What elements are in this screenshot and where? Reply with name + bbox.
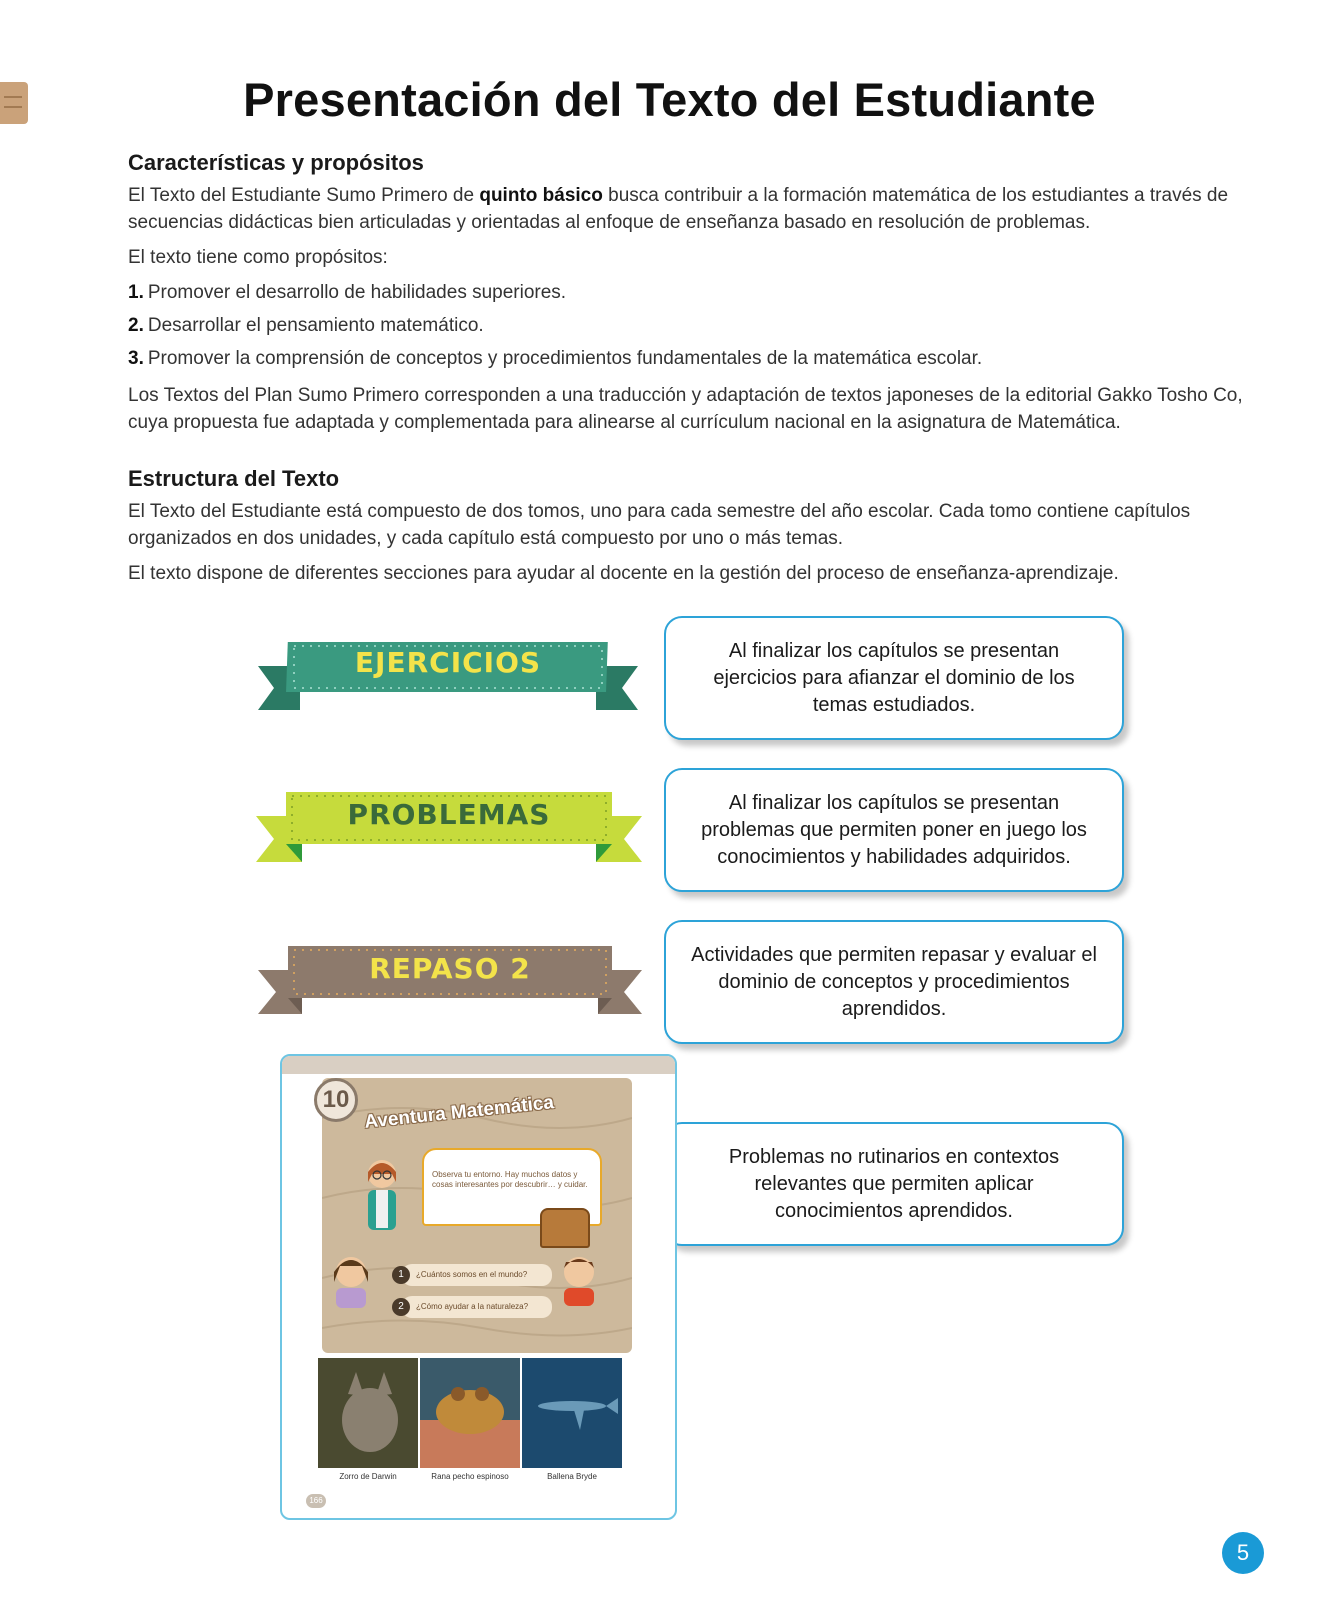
frog-silhouette [420,1358,520,1468]
teacher-illustration [358,1156,406,1246]
banner-problemas [256,788,642,868]
section-estructura [128,466,1258,595]
list-item: 1. Promover el desarrollo de habilidades superiores. [128,282,567,303]
photo-caption: Zorro de Darwin [339,1472,397,1481]
question-text: ¿Cuántos somos en el mundo? [416,1270,528,1279]
question-number: 2 [392,1298,410,1316]
girl-illustration [326,1252,376,1308]
banner-repaso [258,940,642,1020]
whale-silhouette [522,1358,622,1468]
page-number-badge: 5 [1222,1532,1264,1574]
question-number: 1 [392,1266,410,1284]
question-1 [398,1264,552,1286]
section-heading: Características y propósitos [128,150,424,175]
origin-paragraph: Los Textos del Plan Sumo Primero corresponden a una traducción y adaptación de textos japoneses de la editorial Gakko Tosho Co, cuya propuesta fue adaptada y complementada para alinearse al currículum nacional en la asignatura de Matemática. [128,385,1243,433]
purposes-intro: El texto tiene como propósitos: [128,247,388,268]
callout-ejercicios: Al finalizar los capítulos se presentan ejercicios para afianzar el dominio de los temas estudiados. [664,616,1124,740]
page-title: Presentación del Texto del Estudiante [243,73,1096,126]
photo-caption: Ballena Bryde [547,1472,597,1481]
section-caracteristicas [128,150,1258,444]
fox-silhouette [318,1358,418,1468]
sections-paragraph: El texto dispone de diferentes secciones para ayudar al docente en la gestión del proceso de enseñanza-aprendizaje. [128,563,1119,584]
preview-topbar [282,1056,675,1074]
callout-repaso: Actividades que permiten repasar y evaluar el dominio de conceptos y procedimientos aprendidos. [664,920,1124,1044]
aventura-page-preview [280,1054,677,1520]
question-text: ¿Cómo ayudar a la naturaleza? [416,1302,529,1311]
photo-caption: Rana pecho espinoso [431,1472,509,1481]
intro-paragraph: El Texto del Estudiante Sumo Primero de quinto básico busca contribuir a la formación matemática de los estudiantes a través de secuencias didácticas bien articuladas y orientadas al enfoque de enseñanza basado en resolución de problemas. [128,185,1229,233]
list-item: 2. Desarrollar el pensamiento matemático. [128,315,484,336]
preview-title: Aventura Matemática [363,1092,555,1133]
callout-problemas: Al finalizar los capítulos se presentan problemas que permiten poner en juego los conocimientos y habilidades adquiridos. [664,768,1124,892]
question-2 [398,1296,552,1318]
list-item: 3. Promover la comprensión de conceptos y procedimientos fundamentales de la matemática escolar. [128,348,983,369]
treasure-chest-icon [540,1208,590,1248]
banner-label: EJERCICIOS [354,646,542,679]
photo-zorro [318,1358,418,1468]
photo-rana [420,1358,520,1468]
section-heading: Estructura del Texto [128,466,340,491]
purposes-list [128,279,1258,372]
banner-label: REPASO 2 [369,952,531,985]
teacher-speech-bubble: Observa tu entorno. Hay muchos datos y cosas interesantes por descubrir… y cuidar. [422,1148,602,1226]
banner-ejercicios [258,636,638,716]
structure-paragraph: El Texto del Estudiante está compuesto de dos tomos, uno para cada semestre del año escolar. Cada tomo contiene capítulos organizados en dos unidades, y cada capítulo está compuesto por uno o más temas. [128,501,1191,549]
callout-aventura: Problemas no rutinarios en contextos relevantes que permiten aplicar conocimientos aprendidos. [664,1122,1124,1246]
photo-ballena [522,1358,622,1468]
banner-label: PROBLEMAS [347,798,551,831]
chapter-number: 10 [314,1078,358,1122]
boy-illustration [554,1250,604,1306]
preview-page-number: 166 [306,1494,326,1508]
